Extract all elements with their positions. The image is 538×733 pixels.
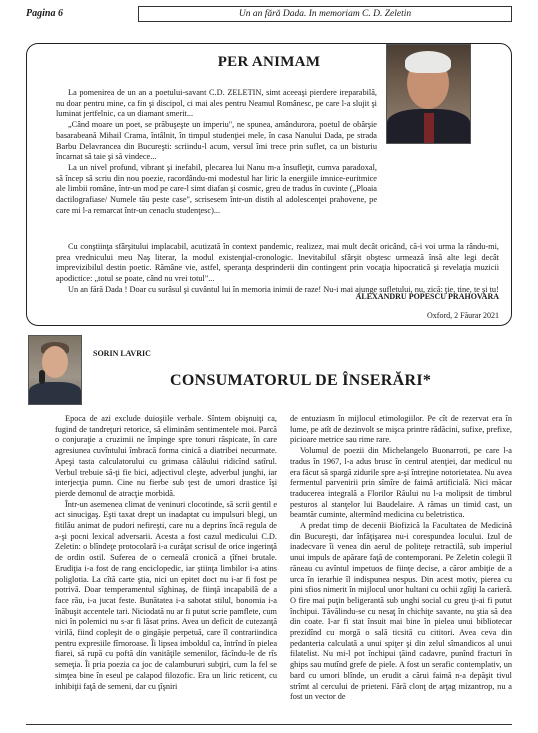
- box-paragraph: La un nivel profund, vibrant şi inefabil, plecarea lui Nanu m-a însufleţit, cumva paradoxal, să încep să scriu din nou poezie, racordându-mi modestul har liric la energiile imnice-euritmice ale limbii române, într-un mod pe care-l simt diafan şi cosmic, greu de tradus în cuvinte („Ploaia dactilografiase/ Numele tău peste case", scrisesem într-un distih al adolescenţei prahovene, pe care mi l-a remarcat într-un cenaclu studenţesc)...: [56, 162, 377, 215]
- box-paragraph: Un an fără Dada ! Doar cu surâsul şi cuvântul lui în memoria inimii de raze! Nu-i mai ajunge sufletului, nu, zică: ţie, tine, te şi tu!: [68, 284, 499, 294]
- article-paragraph: Într-un asemenea climat de veninuri clocotinde, să scrii gentil e act sinucigaş. Eşti taxat drept un inadaptat cu impulsuri blegi, un fitilău animat de pudori nefireşti, care nu a deprins încă regula de a-şi pocni lexical adversarii. Acesta a fost cazul medicului C.D. Zeletin: o blîndeţe protocolară i-a curăţat scrisul de orice ingerinţă de ordin ostil. Suferea de o cerneală cronică a ţîfnei brutale. Erudiţia i-a fost de rang enciclopedic, iar ştiinţa limbilor i-a atins poliglotia. La cîtă carte ştia, nici un epitet doct nu i-ar fi fost pe potrivă. Doar temperamentul sîghinaş, de fiinţă incapabilă de a face rău, i-a jucat feste. Bunătatea i-a sabotat stilul, bonomia i-a înăbuşit accentele tari. Niciodată nu ar fi putut scrie pamflete, cum nici în polemici nu s-ar fi lăsat prins. Avea un deficit de cutezanţă virilă, fiind copleşit de o gingăşie perpetuă, care îl contrariindica pentru expresiile fîrnoroase. Îi lipsea imboldul ca, întrînd în pielea fiarei, să rupă cu poftă din vanităţile semenilor, făcîndu-le de rîs semeţia. Îi pria poezia ca joc de calambururi subţiri, cum la fel se simţea bine în eseul pe calapod filozofic. Era un liric reticent, cu inhibiţii faţă de semeni, dar cu ţîşniri: [55, 499, 277, 691]
- article-paragraph: Epoca de azi exclude duioşiile verbale. Sîntem obişnuiţi ca, fugind de tandreţuri retorice, să eliminăm sentimentele moi. Parcă o conjuraţie a cruzimii ne împinge spre tonuri răspicate, în care agresiunea cuvîntului îmbracă forma cinică a diatribei necurmate. Apeşi tasta calculatorului cu grimasa călăului ridicînd satîrul. Verbul trebuie să-ţi fie bici, adjectivul cleşte, adverbul junghi, iar interjecţia pumn. Cine nu fierbe sub ţest de umori drastice îşi pierde demonul de atracţie morbidă.: [55, 414, 277, 498]
- page-bottom-rule: [26, 724, 512, 725]
- article-author: SORIN LAVRIC: [93, 349, 151, 358]
- box-text-upper: [56, 88, 377, 216]
- article-paragraph: Volumul de poezii din Michelangelo Buonarroti, pe care l-a tradus în 1967, l-a adus brusc în centrul atenţiei, dar medicul nu era făcut să spargă zidurile spre a-şi întreţine notorietatea. Nu avea fermentul parvenirii prin sîmîre de faimă artificială. Nici măcar traducerea integrală a Florilor Răului nu l-a molipsit de timbrul pesturos al stanţelor lui Baudelaire. A rămas un timid cast, un beamtăr cuminte, altermînd medicina cu beletristica.: [290, 446, 512, 520]
- article-paragraph: de entuziasm în mijlocul etimologiilor. Pe cît de rezervat era în lume, pe atît de dezinvolt se mişca printre rădăcini, sufixe, prefixe, picioare metrice sau rime rare.: [290, 414, 512, 445]
- date-line: Oxford, 2 Făurar 2021: [427, 311, 499, 320]
- article-column-2: [290, 414, 512, 703]
- box-paragraph: La pomenirea de un an a poetului-savant C.D. ZELETIN, simt aceeaşi pierdere ireparabilă, nu doar pentru mine, ca fin şi discipol, ci mai ales pentru Neamul Românesc, pe care l-a slujit şi luminat jertfelnic, ca un diamant smerit...: [56, 88, 377, 119]
- page-number: Pagina 6: [26, 8, 63, 19]
- box-text-lower: [56, 242, 499, 296]
- article-paragraph: A predat timp de decenii Biofizică la Facultatea de Medicină din Bucureşti, dar înfăţişarea nu-i corespundea locului. Izul de inadecvare îi venea din aerul de politeţe retractilă, sub imperiul unui impuls de apărare faţă de contemporani. Pe Zeletin colegii îl răneau cu avîntul impetuos de fiinţe decise, a căror ambiţie de a urca în ierarhie îl indispunea nespus. Din acest motiv, pierea cu pini sfios nimerit în mijlocul unor hultani cu ochii zgîiţi la carieră. O fire mai puţin beligerantă sub unghi social cu greu ţi-ai fi putut închipui. Tăvălindu-se cu nesaţ în chichiţe savante, nu ştia să dea din coate. I-ar fi stat însuit mai bine în pielea unui bibliotecar prezidînd cu morgă o sală ticsită cu cititori. Avea ceva din pedanteria calculată a unui spiţer şi din zelul sîmandicos al unui filatelist. Nu mi-l pot închipui ţăind cadavre, punînd fracturi în ghips sau mutînd grefe de piele. A fost un serafic contemplativ, un bard cu umori blînde, un erudit a cărui faimă n-a depăşit tivul strîmt al cercului de prieteni. Fără clonţ de arţag mizantrop, nu a fost un vector de: [290, 521, 512, 702]
- box-paragraph: „Când moare un poet, se prăbuşeşte un imperiu", ne spunea, amândurora, poetul de obârşie basarabeană Mihail Crama, întâlnit, în timpul studenţiei mele, în casa Nanului Dada, pe strada Barbu Delavrancea din Bucureşti: scriindu-l acum, versul îmi trece prin suflet, ca un bisturiu încarnat să taie şi să vindece...: [56, 120, 377, 162]
- signature: ALEXANDRU POPESCU PRAHOVARA: [355, 292, 499, 301]
- header-title: Un an fără Dada. In memoriam C. D. Zeletin: [138, 6, 512, 22]
- article-column-1: [55, 414, 277, 692]
- box-paragraph: Cu conştiinţa sfârşitului implacabil, acutizată în context pandemic, realizez, mai mult decât oricând, că-i voi urma la rându-mi, prea vrednicului meu Naş literar, la modul existenţial-cronologic. Inevitabilul sfârşit obştesc urmează însă alte legi decât imprevizibilul destin poetic. Rămâne vie, astfel, speranţa desprinderii din contingent prin vocaţia hipocratică şi revelaţia muzicii apodictice: „totul se poate, când nu vrei totul"...: [56, 242, 499, 284]
- box-title: PER ANIMAM: [217, 54, 321, 70]
- page-header: [26, 6, 512, 22]
- portrait-photo-zeletin: [386, 44, 471, 144]
- author-photo-lavric: [28, 335, 82, 405]
- article-title: CONSUMATORUL DE ÎNSERĂRI*: [170, 372, 432, 389]
